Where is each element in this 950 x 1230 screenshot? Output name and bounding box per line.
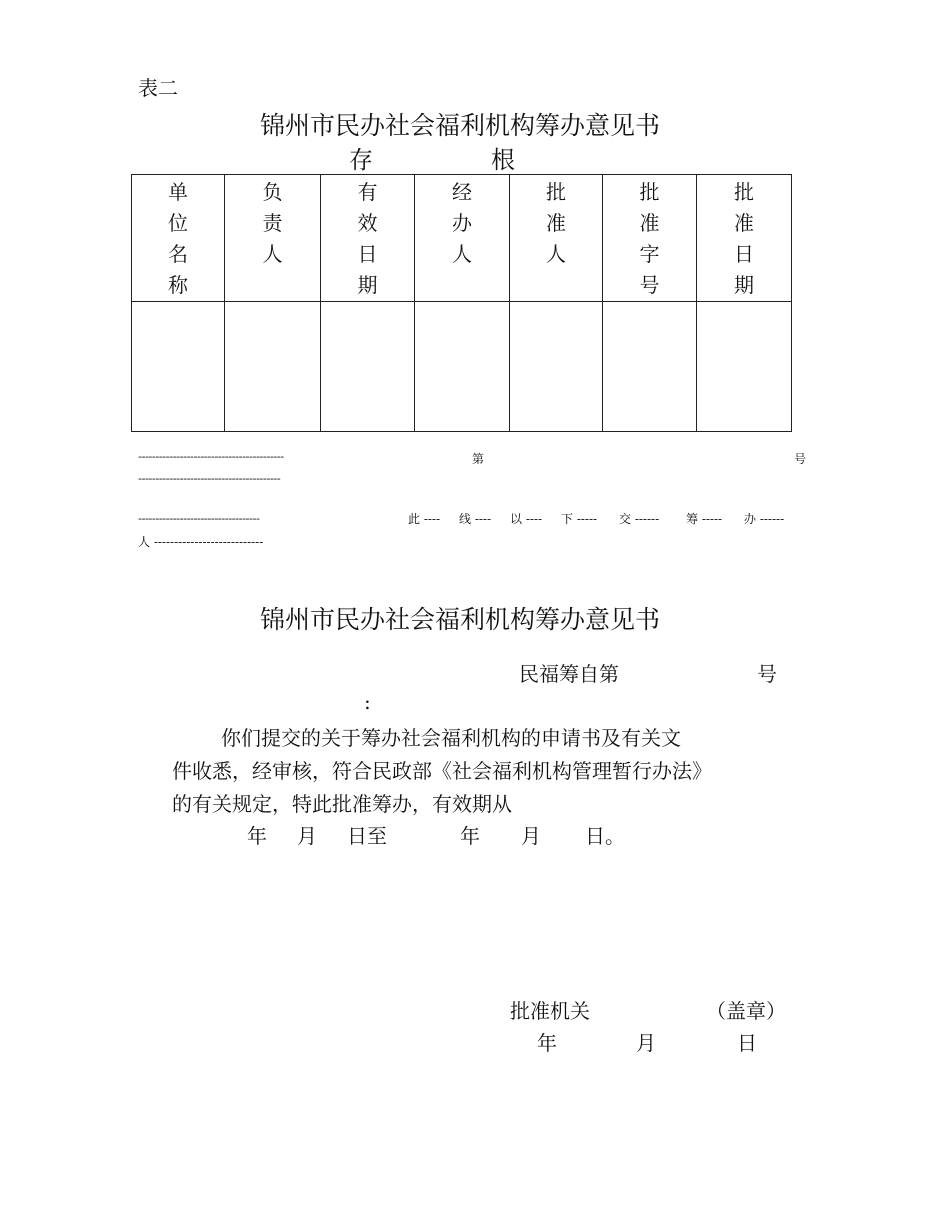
cut-instruction-char: 交 ------ <box>619 512 660 526</box>
sign-year: 年 <box>537 1031 557 1055</box>
cut-instruction-char: 以 ---- <box>510 512 543 526</box>
period-start-year: 年 <box>247 824 267 848</box>
entry-cell-handler[interactable] <box>415 302 510 432</box>
stub-entry-row <box>132 302 792 432</box>
stub-header-cell <box>510 175 603 302</box>
column-label: 有效日期 <box>357 180 378 297</box>
entry-cell-unit-name[interactable] <box>132 302 225 432</box>
period-end-year: 年 <box>460 824 480 848</box>
cut-instruction-char: 办 ------ <box>744 512 785 526</box>
entry-cell-person-in-charge[interactable] <box>225 302 321 432</box>
cut-instruction-char: 下 ----- <box>561 512 598 526</box>
period-end-day: 日。 <box>585 824 625 848</box>
column-label: 批准字号 <box>639 180 660 297</box>
period-start-month: 月 <box>297 824 317 848</box>
period-start-day: 日至 <box>347 824 387 848</box>
entry-cell-valid-date[interactable] <box>321 302 415 432</box>
entry-cell-approval-date[interactable] <box>697 302 792 432</box>
stub-header-cell <box>132 175 225 302</box>
column-label: 单位名称 <box>168 180 188 297</box>
cut-instruction-char: 线 ---- <box>459 512 492 526</box>
entry-cell-approval-number[interactable] <box>603 302 697 432</box>
dash-line: ----------------------------------------- <box>138 472 281 485</box>
body-line-2: 件收悉，经审核，符合民政部《社会福利机构管理暂行办法》 <box>172 759 712 783</box>
number-prefix: 第 <box>472 452 485 466</box>
dash-line: ----------------------------------- <box>138 512 260 525</box>
stub-header-row <box>132 175 792 302</box>
sign-day: 日 <box>737 1031 757 1055</box>
sign-month: 月 <box>636 1031 656 1055</box>
reference-prefix: 民福筹自第 <box>519 662 619 686</box>
cut-instruction-char: 筹 ----- <box>686 512 723 526</box>
letter-title: 锦州市民办社会福利机构筹办意见书 <box>259 605 660 634</box>
stub-table <box>131 174 792 432</box>
stub-header-cell <box>697 175 792 302</box>
period-end-month: 月 <box>521 824 541 848</box>
stub-header-cell <box>603 175 697 302</box>
column-label: 批准日期 <box>734 180 754 297</box>
approving-authority: 批准机关 <box>510 999 590 1023</box>
reference-suffix: 号 <box>757 662 777 686</box>
stub-title: 锦州市民办社会福利机构筹办意见书 <box>259 111 660 140</box>
form-label: 表二 <box>138 76 178 100</box>
body-line-3: 的有关规定，特此批准筹办，有效期从 <box>172 792 512 816</box>
stub-header-cell <box>321 175 415 302</box>
number-suffix: 号 <box>794 452 807 466</box>
entry-cell-approver[interactable] <box>510 302 603 432</box>
addressee-colon: : <box>364 690 371 714</box>
body-line-1: 你们提交的关于筹办社会福利机构的申请书及有关文 <box>221 726 681 750</box>
seal-note: （盖章） <box>706 999 786 1023</box>
column-label: 负责人 <box>262 180 283 266</box>
stub-header-cell <box>225 175 321 302</box>
cut-instruction-char: 此 ---- <box>408 512 441 526</box>
cut-instruction-tail: 人 --------------------------- <box>138 535 264 549</box>
column-label: 批准人 <box>546 180 566 266</box>
column-label: 经办人 <box>452 180 472 266</box>
stub-header-cell <box>415 175 510 302</box>
dash-line: ------------------------------------------ <box>138 450 284 463</box>
stub-subtitle: 存根 <box>349 146 633 174</box>
